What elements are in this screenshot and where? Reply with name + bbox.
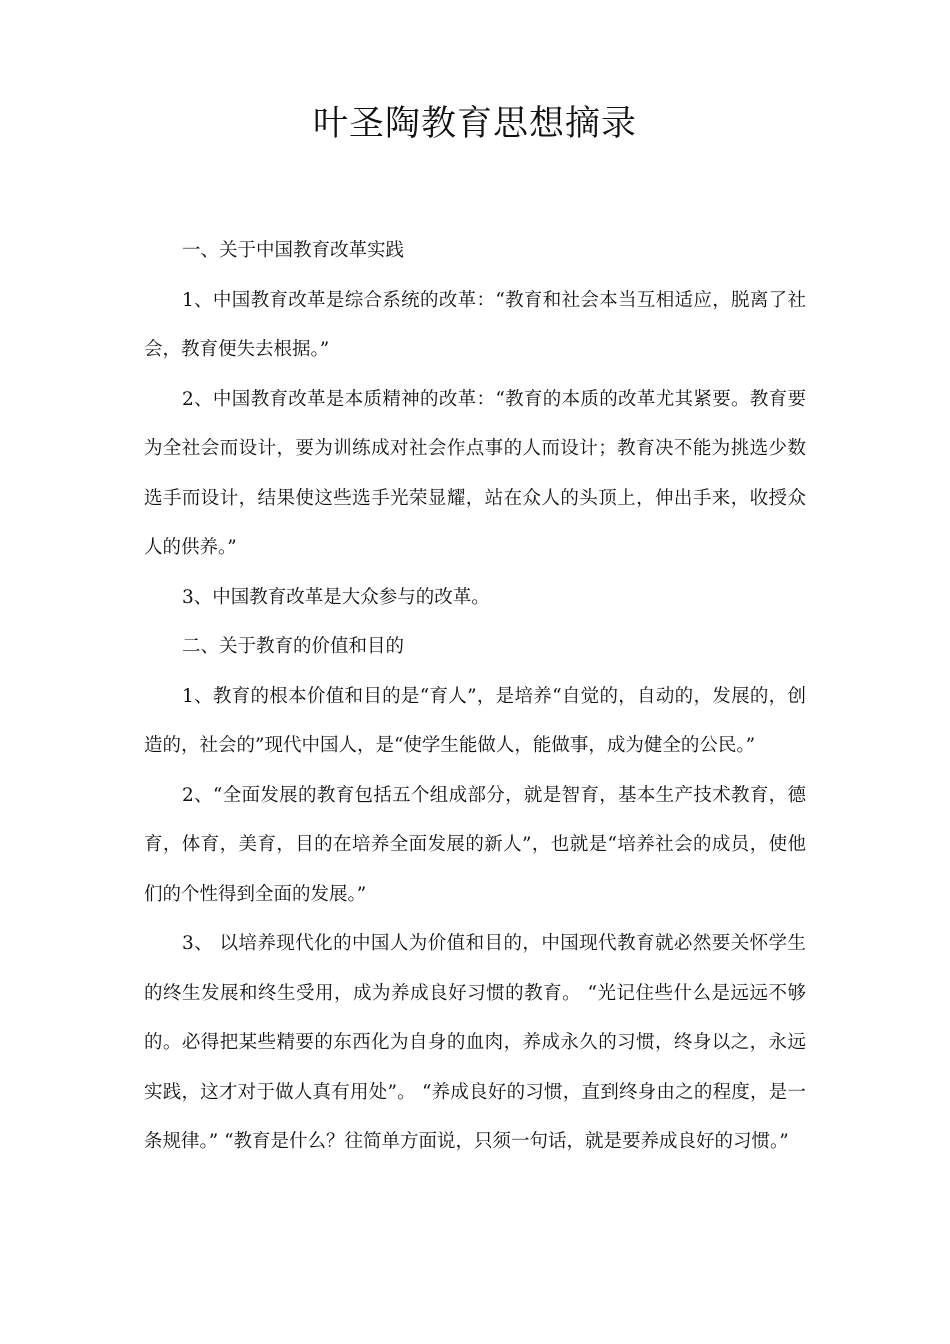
section-heading-2: 二、关于教育的价值和目的 — [182, 636, 405, 657]
document-title: 叶圣陶教育思想摘录 — [312, 104, 637, 144]
paragraph-1-1: 1、中国教育改革是综合系统的改革：“教育和社会本当互相适应，脱离了社会，教育便失去根据。” — [144, 289, 806, 360]
document-body — [144, 226, 806, 1167]
paragraph-1-2: 2、中国教育改革是本质精神的改革：“教育的本质的改革尤其紧要。教育要为全社会而设计，要为训练成对社会作点事的人而设计；教育决不能为挑选少数选手而设计，结果使这些选手光荣显耀，站在众人的头顶上，伸出手来，收授众人的供养。” — [144, 388, 806, 558]
section-heading-1: 一、关于中国教育改革实践 — [182, 240, 405, 261]
paragraph-2-2: 2、“全面发展的教育包括五个组成部分，就是智育，基本生产技术教育，德育，体育，美育，目的在培养全面发展的新人”，也就是“培养社会的成员，使他们的个性得到全面的发展。” — [144, 784, 806, 905]
paragraph-2-1: 1、教育的根本价值和目的是“育人”，是培养“自觉的，自动的，发展的，创造的，社会的”现代中国人，是“使学生能做人，能做事，成为健全的公民。” — [144, 685, 806, 756]
paragraph-1-3: 3、中国教育改革是大众参与的改革。 — [182, 586, 490, 608]
paragraph-2-3: 3、 以培养现代化的中国人为价值和目的，中国现代教育就必然要关怀学生的终生发展和终生受用，成为养成良好习惯的教育。 “光记住些什么是远远不够的。必得把某些精要的东西化为自身的血肉，养成永久的习惯，终身以之，永远实践，这才对于做人真有用处”。 “养成良好的习惯，直到终身由之的程度，是一条规律。” “教育是什么？往简单方面说，只须一句话，就是要养成良好的习惯。” — [144, 933, 806, 1152]
